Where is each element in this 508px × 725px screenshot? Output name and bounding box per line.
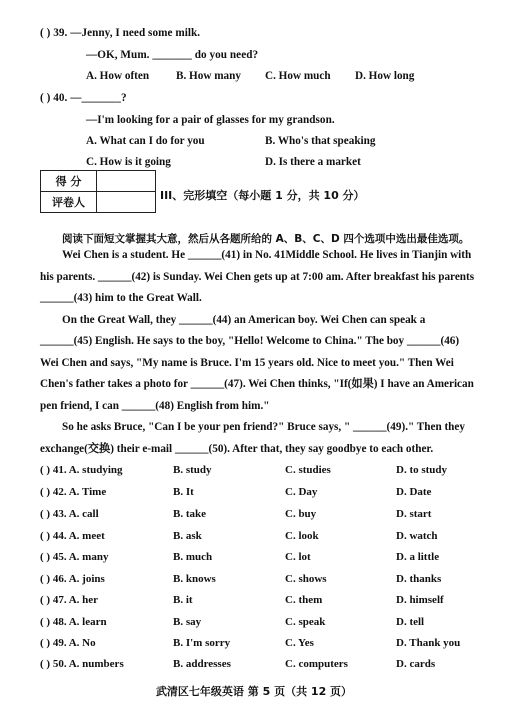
choice-b: B. say: [173, 616, 202, 628]
choice-a: ( ) 44. A. meet: [40, 530, 105, 542]
choice-c: C. buy: [285, 508, 317, 520]
q39-stem: ( ) 39. —Jenny, I need some milk.: [40, 27, 201, 39]
choice-a: ( ) 49. A. No: [40, 637, 96, 649]
choice-row-49: [40, 637, 500, 655]
passage-line: pen friend, I can ______(48) English from him.": [40, 399, 270, 412]
page-footer: 武清区七年级英语 第 5 页（共 12 页）: [155, 685, 353, 698]
choice-d: D. a little: [396, 551, 440, 563]
choice-a: ( ) 41. A. studying: [40, 464, 123, 476]
choice-c: C. speak: [285, 616, 326, 628]
choice-row-41: [40, 464, 500, 482]
choice-a: ( ) 45. A. many: [40, 551, 109, 563]
passage-line: ______(45) English. He says to the boy, "Hello! Welcome to China." The boy ______(46): [40, 335, 460, 347]
grader-label: 评卷人: [41, 192, 97, 213]
choice-a: ( ) 46. A. joins: [40, 573, 105, 585]
choice-d: D. Thank you: [396, 637, 461, 649]
q39-option-a: A. How often: [86, 70, 150, 82]
score-cell: [97, 171, 156, 192]
choice-b: B. It: [173, 486, 194, 498]
choice-a: ( ) 50. A. numbers: [40, 658, 124, 670]
choice-row-48: [40, 616, 500, 634]
choice-b: B. much: [173, 551, 213, 563]
passage-line: exchange(交换) their e-mail ______(50). After that, they say goodbye to each other.: [40, 442, 434, 455]
q39-reply: —OK, Mum. _______ do you need?: [86, 49, 259, 61]
choice-row-45: [40, 551, 500, 569]
choice-b: B. knows: [173, 573, 216, 585]
q40-reply: —I'm looking for a pair of glasses for my grandson.: [86, 114, 335, 126]
choice-b: B. it: [173, 594, 193, 606]
choice-a: ( ) 48. A. learn: [40, 616, 107, 628]
q40-option-b: B. Who's that speaking: [265, 135, 376, 147]
choice-c: C. computers: [285, 658, 348, 670]
q40-stem: ( ) 40. —_______?: [40, 92, 127, 104]
score-label: 得 分: [41, 171, 97, 192]
passage-line: his parents. ______(42) is Sunday. Wei Chen gets up at 7:00 am. After breakfast his parents: [40, 270, 475, 283]
choice-c: C. studies: [285, 464, 331, 476]
choice-c: C. lot: [285, 551, 311, 563]
choice-c: C. Yes: [285, 637, 314, 649]
choice-d: D. tell: [396, 616, 425, 628]
choice-row-50: [40, 658, 500, 676]
passage-line: On the Great Wall, they ______(44) an American boy. Wei Chen can speak a: [62, 313, 426, 326]
q39-option-b: B. How many: [176, 70, 241, 82]
grader-cell: [97, 192, 156, 213]
choice-row-47: [40, 594, 500, 612]
choice-d: D. cards: [396, 658, 436, 670]
choice-d: D. to study: [396, 464, 448, 476]
choice-c: C. Day: [285, 486, 318, 498]
choice-row-44: [40, 530, 500, 548]
choice-a: ( ) 47. A. her: [40, 594, 99, 606]
choice-a: ( ) 42. A. Time: [40, 486, 107, 498]
passage-line: So he asks Bruce, "Can I be your pen friend?" Bruce says, " ______(49)." Then they: [62, 421, 465, 433]
choice-row-46: [40, 573, 500, 591]
choice-d: D. watch: [396, 530, 438, 542]
choice-row-43: [40, 508, 500, 526]
choice-c: C. shows: [285, 573, 327, 585]
choice-d: D. start: [396, 508, 432, 520]
instruction: 阅读下面短文掌握其大意，然后从各题所给的 A、B、C、D 四个选项中选出最佳选项。: [62, 233, 470, 245]
choice-d: D. Date: [396, 486, 432, 498]
q40-option-a: A. What can I do for you: [86, 135, 205, 147]
q40-option-c: C. How is it going: [86, 156, 171, 168]
choice-b: B. I'm sorry: [173, 637, 231, 649]
choice-b: B. study: [173, 464, 212, 476]
passage-line: Wei Chen is a student. He ______(41) in No. 41Middle School. He lives in Tianjin with: [62, 249, 472, 261]
choice-c: C. them: [285, 594, 323, 606]
q39-option-c: C. How much: [265, 70, 331, 82]
choice-d: D. thanks: [396, 573, 442, 585]
q40-option-d: D. Is there a market: [265, 156, 361, 168]
choice-b: B. addresses: [173, 658, 231, 670]
q39-option-d: D. How long: [355, 70, 415, 82]
passage-line: ______(43) him to the Great Wall.: [40, 292, 202, 304]
choice-row-42: [40, 486, 500, 504]
choice-b: B. ask: [173, 530, 202, 542]
cloze-passage: [40, 245, 480, 460]
passage-line: Chen's father takes a photo for ______(47). Wei Chen thinks, "If(如果) I have an American: [40, 378, 474, 390]
passage-line: Wei Chen and says, "My name is Bruce. I'm 15 years old. Nice to meet you." Then Wei: [40, 356, 454, 369]
score-table: [40, 170, 156, 213]
choice-d: D. himself: [396, 594, 444, 606]
section-title: III、完形填空（每小题 1 分，共 10 分）: [160, 189, 365, 202]
choice-c: C. look: [285, 530, 319, 542]
choice-a: ( ) 43. A. call: [40, 508, 99, 520]
choice-b: B. take: [173, 508, 206, 520]
